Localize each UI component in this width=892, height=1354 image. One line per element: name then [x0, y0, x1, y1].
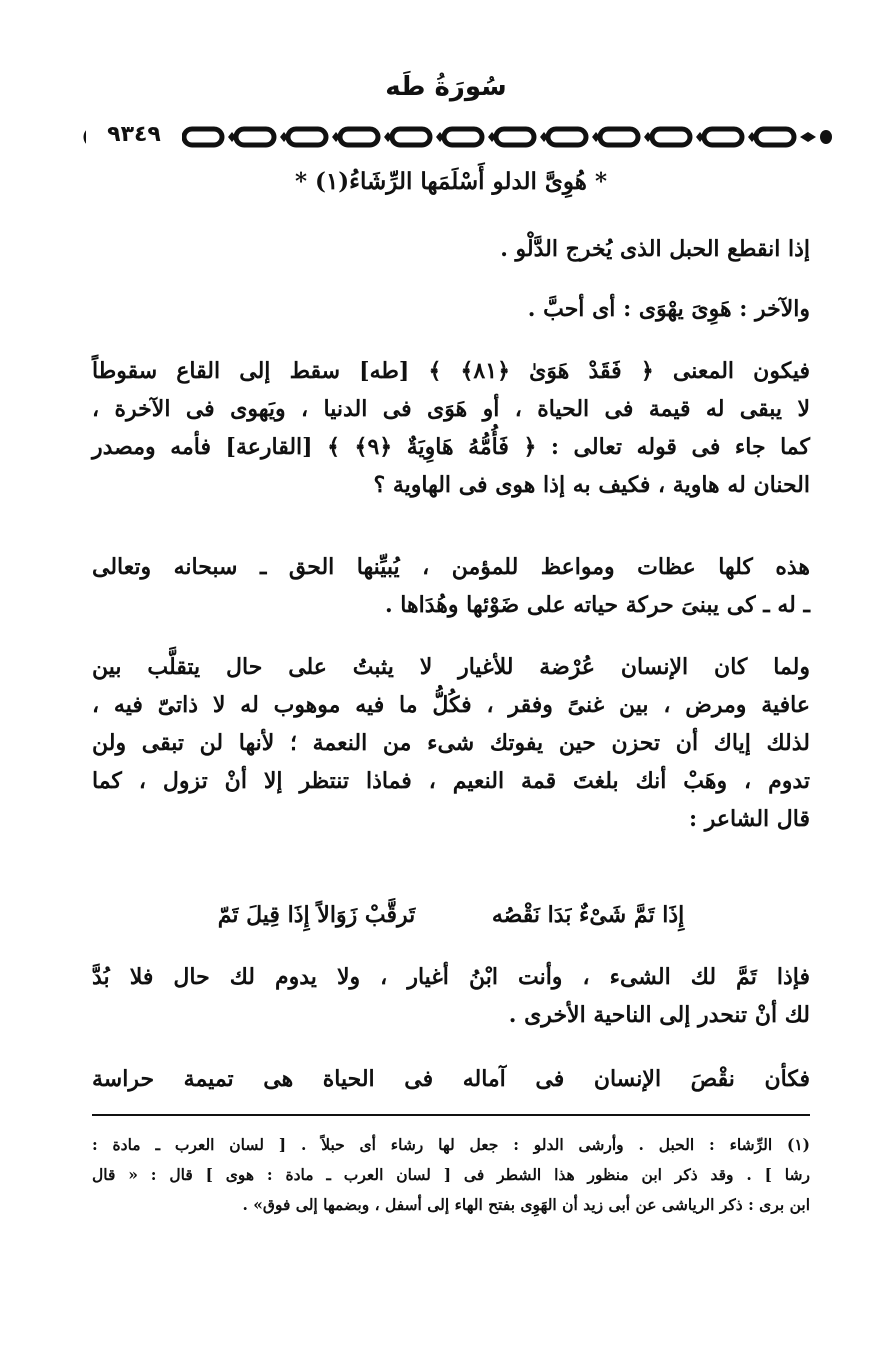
- paragraph-3: [92, 352, 810, 504]
- text-line: فإذا تَمَّ لك الشىء ، وأنت ابْنُ أغيار ، ولا يدوم لك حال فلا بُدَّ: [92, 964, 810, 990]
- text-line: إذا انقطع الحبل الذى يُخرج الدَّلْو .: [500, 236, 810, 262]
- text-line: هذه كلها عظات ومواعظ للمؤمن ، يُبيِّنها الحق ـ سبحانه وتعالى: [92, 554, 810, 580]
- verse-heading: * هُوِىَّ الدلو أَسْلَمَها الرِّشَاءُ(١) *: [295, 168, 607, 195]
- paragraph-6: [92, 958, 810, 1034]
- poetry-verse: [92, 896, 810, 934]
- footnotes: [92, 1130, 810, 1220]
- text-line: لذلك إياك أن تحزن حين يفوتك شىء من النعمة ؛ لأنها لن تبقى ولن: [92, 730, 810, 756]
- text-line: تدوم ، وهَبْ أنك بلغتَ قمة النعيم ، فماذا تنتظر إلا أنْ تزول ، كما: [92, 768, 810, 794]
- poem-line: إِذَا تَمَّ شَىْءٌ بَدَا نَقْصُه تَرقَّبْ زَوَالاً إِذَا قِيلَ تَمّ: [217, 902, 685, 928]
- text-line: كما جاء فى قوله تعالى : ﴿ فَأُمُّهُ هَاوِيَةٌ ﴿٩﴾ ﴾ [القارعة] فأمه ومصدر: [92, 434, 810, 460]
- text-line: فيكون المعنى ﴿ فَقَدْ هَوَىٰ ﴿٨١﴾ ﴾ [طه] سقط إلى القاع سقوطاً: [92, 358, 811, 384]
- footnote-divider: [92, 1114, 810, 1116]
- text-line: ـ له ـ كى يبنىَ حركة حياته على ضَوْئها وهُدَاها .: [384, 592, 810, 618]
- paragraph-1: [92, 230, 810, 268]
- footnote-line: رشا ] . وقد ذكر ابن منظور هذا الشطر فى [ لسان العرب ـ مادة : هوى ] قال : « قال: [92, 1165, 810, 1184]
- paragraph-5: [92, 648, 810, 838]
- paragraph-4: [92, 548, 810, 624]
- page-number: ٩٣٤٩: [86, 118, 182, 152]
- text-line: عافية ومرض ، بين غنىً وفقر ، فكُلُّ ما فيه موهوب له لا ذاتىّ فيه ،: [92, 692, 810, 718]
- footnote-line: ابن برى : ذكر الرياشى عن أبى زيد أن الهَوِى بفتح الهاء إلى أسفل ، وبضمها إلى فوق» .: [242, 1195, 810, 1214]
- surah-title: سُورَةُ طَه: [385, 72, 507, 102]
- text-line: فكأن نقْصَ الإنسان فى آماله فى الحياة هى تميمة حراسة: [92, 1066, 810, 1092]
- ornament-band: [82, 124, 834, 150]
- text-line: لك أنْ تنحدر إلى الناحية الأخرى .: [508, 1002, 810, 1028]
- paragraph-7: [92, 1060, 810, 1098]
- paragraph-2: [92, 290, 810, 328]
- footnote-line: (١) الرِّشاء : الحبل . وأرشى الدلو : جعل لها رشاء أى حبلاً . [ لسان العرب ـ مادة :: [92, 1135, 810, 1154]
- text-line: الحنان له هاوية ، فكيف به إذا هوى فى الهاوية ؟: [373, 472, 810, 498]
- text-line: ولما كان الإنسان عُرْضة للأغيار لا يثبتُ على حال يتقلَّب بين: [92, 654, 810, 680]
- text-line: قال الشاعر :: [688, 806, 810, 832]
- text-line: والآخر : هَوِىَ يهْوَى : أى أحبَّ .: [527, 296, 810, 322]
- text-line: لا يبقى له قيمة فى الحياة ، أو هَوَى فى الدنيا ، ويَهوى فى الآخرة ،: [92, 396, 810, 422]
